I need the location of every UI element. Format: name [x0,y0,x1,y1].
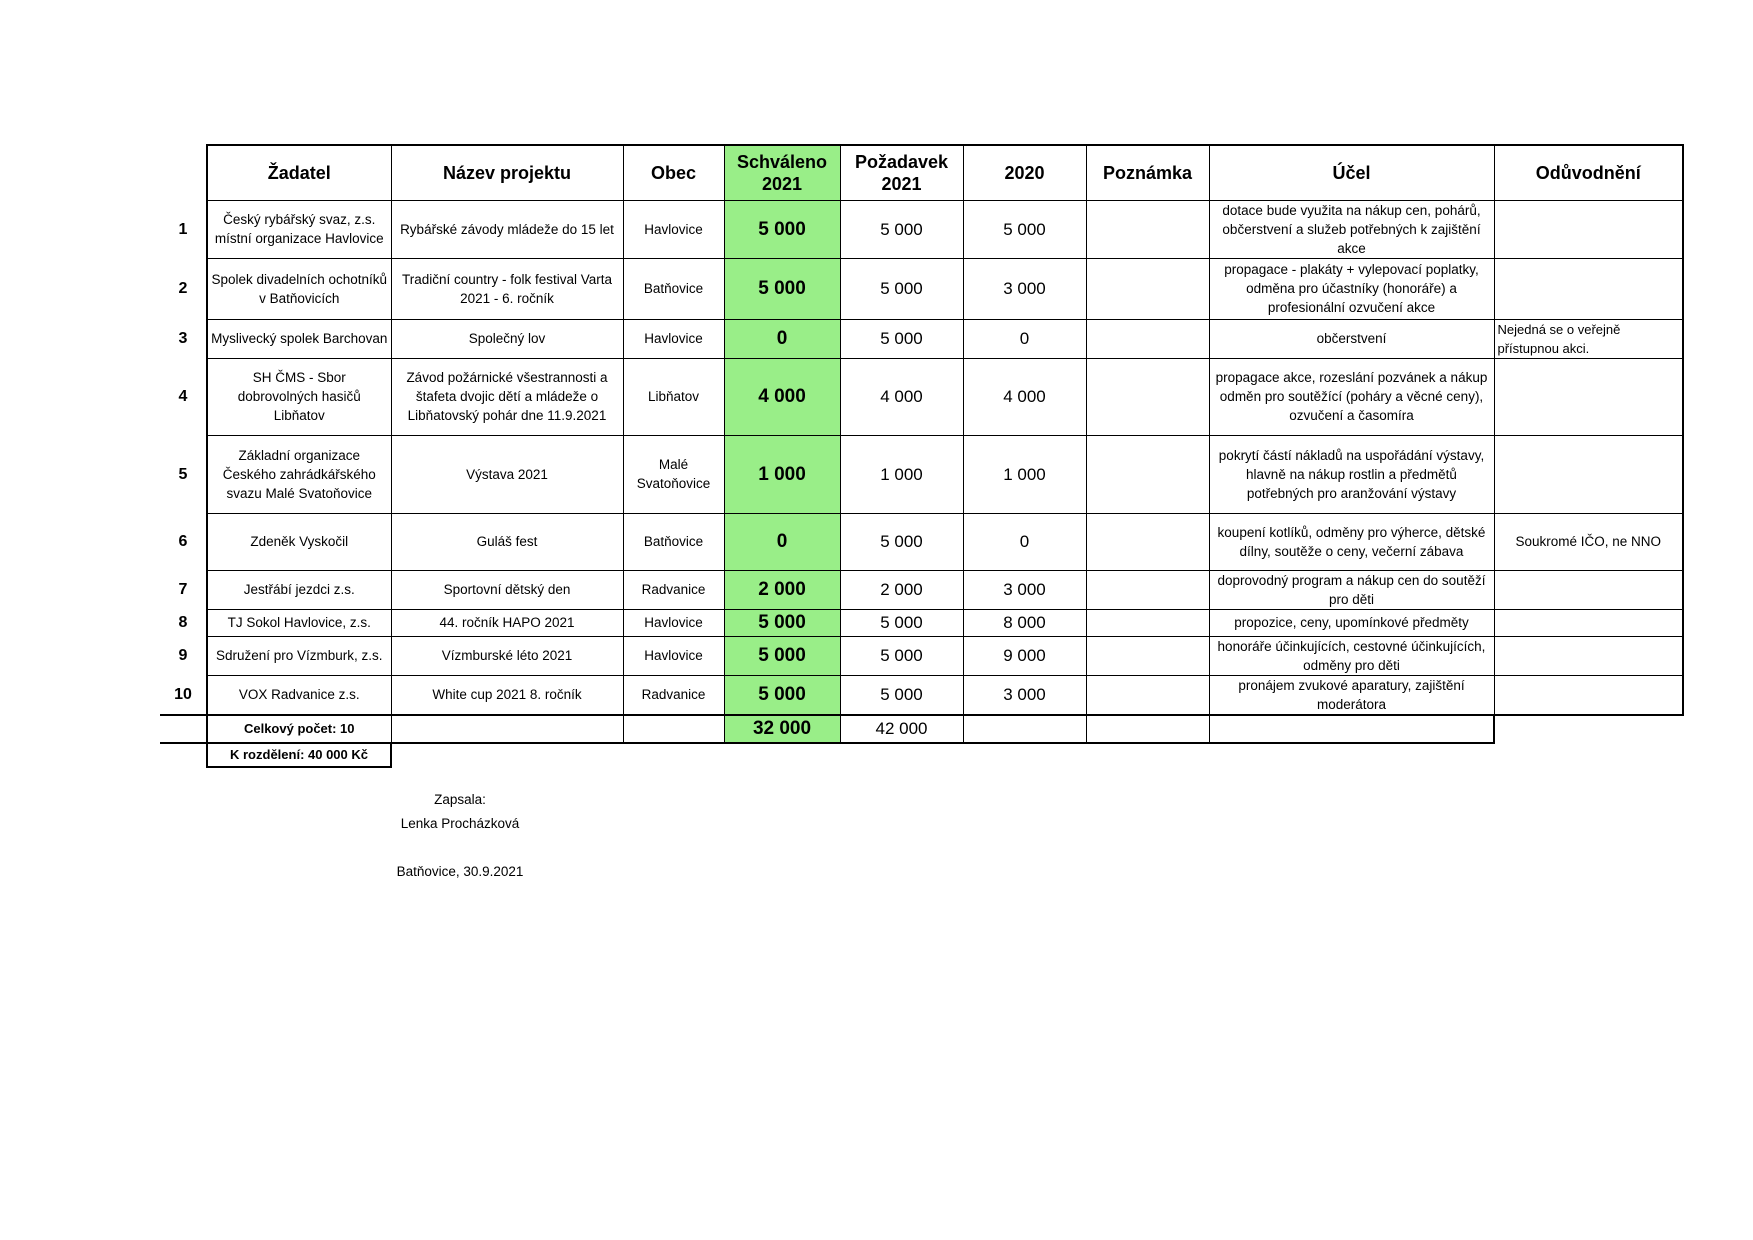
cell-requested: 1 000 [840,435,963,513]
cell-project: Guláš fest [391,513,623,570]
cell-requested: 5 000 [840,319,963,358]
cell-municipality: Batňovice [623,258,724,319]
row-number: 6 [178,533,188,550]
totals-row [160,715,1683,743]
cell-municipality: Havlovice [623,609,724,636]
cell-project: Tradiční country - folk festival Varta 2021 - 6. ročník [391,258,623,319]
cell-justification [1494,435,1683,513]
row-number: 10 [160,675,207,715]
cell-approved: 1 000 [724,435,840,513]
cell-applicant: SH ČMS - Sbor dobrovolných hasičů Libňatov [207,358,391,435]
cell-approved: 2 000 [724,570,840,609]
total-approved: 32 000 [724,715,840,743]
row-number: 9 [178,647,188,664]
row-number: 7 [178,581,188,598]
cell-approved: 4 000 [724,358,840,435]
recorder-name: Lenka Procházková [400,816,520,831]
cell-requested: 4 000 [840,358,963,435]
table-row [160,636,1683,675]
table-row [160,609,1683,636]
cell-purpose: propozice, ceny, upomínkové předměty [1209,609,1494,636]
table-row [160,200,1683,258]
header-applicant: Žadatel [207,145,391,200]
cell-applicant: Český rybářský svaz, z.s. místní organizace Havlovice [207,200,391,258]
cell-approved: 5 000 [724,636,840,675]
cell-project: Společný lov [391,319,623,358]
row-number: 8 [178,614,188,631]
cell-2020: 4 000 [963,358,1086,435]
cell-purpose: propagace akce, rozeslání pozvánek a nákup odměn pro soutěžící (poháry a věcné ceny), ozvučení a časomíra [1209,358,1494,435]
cell-approved: 5 000 [724,200,840,258]
table-row [160,319,1683,358]
cell-project: Rybářské závody mládeže do 15 let [391,200,623,258]
table-row [160,570,1683,609]
cell-note [1086,675,1209,715]
table-row [160,513,1683,570]
cell-project: Výstava 2021 [391,435,623,513]
cell-requested: 5 000 [840,609,963,636]
cell-note [1086,570,1209,609]
cell-note [1086,200,1209,258]
header-note: Poznámka [1086,145,1209,200]
cell-purpose: honoráře účinkujících, cestovné účinkujících, odměny pro děti [1209,636,1494,675]
cell-purpose: dotace bude využita na nákup cen, pohárů, občerstvení a služeb potřebných k zajištění akce [1209,200,1494,258]
cell-applicant: Spolek divadelních ochotníků v Batňovicích [207,258,391,319]
cell-justification [1494,358,1683,435]
cell-municipality: Havlovice [623,319,724,358]
row-number: 4 [178,388,188,405]
cell-project: Sportovní dětský den [391,570,623,609]
cell-requested: 5 000 [840,636,963,675]
cell-note [1086,636,1209,675]
cell-note [1086,258,1209,319]
cell-applicant: Základní organizace Českého zahrádkářského svazu Malé Svatoňovice [207,435,391,513]
cell-justification [1494,258,1683,319]
cell-purpose: pokrytí částí nákladů na uspořádání výstavy, hlavně na nákup rostlin a předmětů potřebných pro aranžování výstavy [1209,435,1494,513]
to-distribute: K rozdělení: 40 000 Kč [207,743,391,767]
distribution-row [160,743,1683,767]
cell-justification [1494,609,1683,636]
cell-municipality: Havlovice [623,636,724,675]
header-requested: Požadavek 2021 [840,145,963,200]
header-purpose: Účel [1209,145,1494,200]
cell-requested: 5 000 [840,258,963,319]
place-date: Batňovice, 30.9.2021 [396,864,524,879]
row-number: 3 [178,330,188,347]
header-project: Název projektu [391,145,623,200]
cell-applicant: VOX Radvanice z.s. [207,675,391,715]
cell-2020: 9 000 [963,636,1086,675]
cell-requested: 2 000 [840,570,963,609]
cell-2020: 1 000 [963,435,1086,513]
header-2020: 2020 [963,145,1086,200]
cell-municipality: Radvanice [623,570,724,609]
cell-requested: 5 000 [840,675,963,715]
header-municipality: Obec [623,145,724,200]
cell-justification [1494,570,1683,609]
cell-purpose: koupení kotlíků, odměny pro výherce, dětské dílny, soutěže o ceny, večerní zábava [1209,513,1494,570]
cell-purpose: občerstvení [1209,319,1494,358]
cell-purpose: pronájem zvukové aparatury, zajištění moderátora [1209,675,1494,715]
cell-purpose: propagace - plakáty + vylepovací poplatky, odměna pro účastníky (honoráře) a profesionální ozvučení akce [1209,258,1494,319]
cell-justification [1494,200,1683,258]
cell-approved: 5 000 [724,675,840,715]
cell-2020: 3 000 [963,570,1086,609]
cell-applicant: Jestřábí jezdci z.s. [207,570,391,609]
recorded-by-label: Zapsala: [434,792,486,807]
cell-project: 44. ročník HAPO 2021 [391,609,623,636]
cell-applicant: Sdružení pro Vízmburk, z.s. [207,636,391,675]
cell-justification [1494,636,1683,675]
cell-approved: 0 [724,513,840,570]
cell-applicant: TJ Sokol Havlovice, z.s. [207,609,391,636]
cell-justification [1494,675,1683,715]
table-row [160,358,1683,435]
cell-applicant: Myslivecký spolek Barchovan [207,319,391,358]
cell-2020: 5 000 [963,200,1086,258]
cell-justification: Nejedná se o veřejně přístupnou akci. [1494,319,1683,358]
cell-municipality: Radvanice [623,675,724,715]
cell-note [1086,358,1209,435]
cell-municipality: Batňovice [623,513,724,570]
cell-note [1086,609,1209,636]
cell-approved: 5 000 [724,609,840,636]
cell-project: Závod požárnické všestrannosti a štafeta dvojic dětí a mládeže o Libňatovský pohár dne 11.9.2021 [391,358,623,435]
cell-2020: 8 000 [963,609,1086,636]
row-number: 1 [178,220,188,238]
header-justification: Odůvodnění [1494,145,1683,200]
cell-2020: 3 000 [963,258,1086,319]
table-row [160,675,1683,715]
cell-note [1086,513,1209,570]
cell-project: Vízmburské léto 2021 [391,636,623,675]
cell-requested: 5 000 [840,513,963,570]
cell-requested: 5 000 [840,200,963,258]
cell-municipality: Malé Svatoňovice [623,435,724,513]
cell-municipality: Havlovice [623,200,724,258]
total-count: Celkový počet: 10 [207,715,391,743]
header-row [160,145,1683,200]
cell-applicant: Zdeněk Vyskočil [207,513,391,570]
subsidy-table [160,144,1684,768]
header-approved: Schváleno 2021 [724,145,840,200]
cell-justification: Soukromé IČO, ne NNO [1494,513,1683,570]
cell-2020: 3 000 [963,675,1086,715]
table-row [160,258,1683,319]
cell-project: White cup 2021 8. ročník [391,675,623,715]
row-number: 2 [178,280,188,297]
cell-note [1086,435,1209,513]
cell-approved: 5 000 [724,258,840,319]
cell-approved: 0 [724,319,840,358]
cell-municipality: Libňatov [623,358,724,435]
row-number: 5 [178,465,188,483]
table-row [160,435,1683,513]
cell-note [1086,319,1209,358]
cell-2020: 0 [963,513,1086,570]
total-requested: 42 000 [840,715,963,743]
cell-purpose: doprovodný program a nákup cen do soutěží pro děti [1209,570,1494,609]
cell-2020: 0 [963,319,1086,358]
